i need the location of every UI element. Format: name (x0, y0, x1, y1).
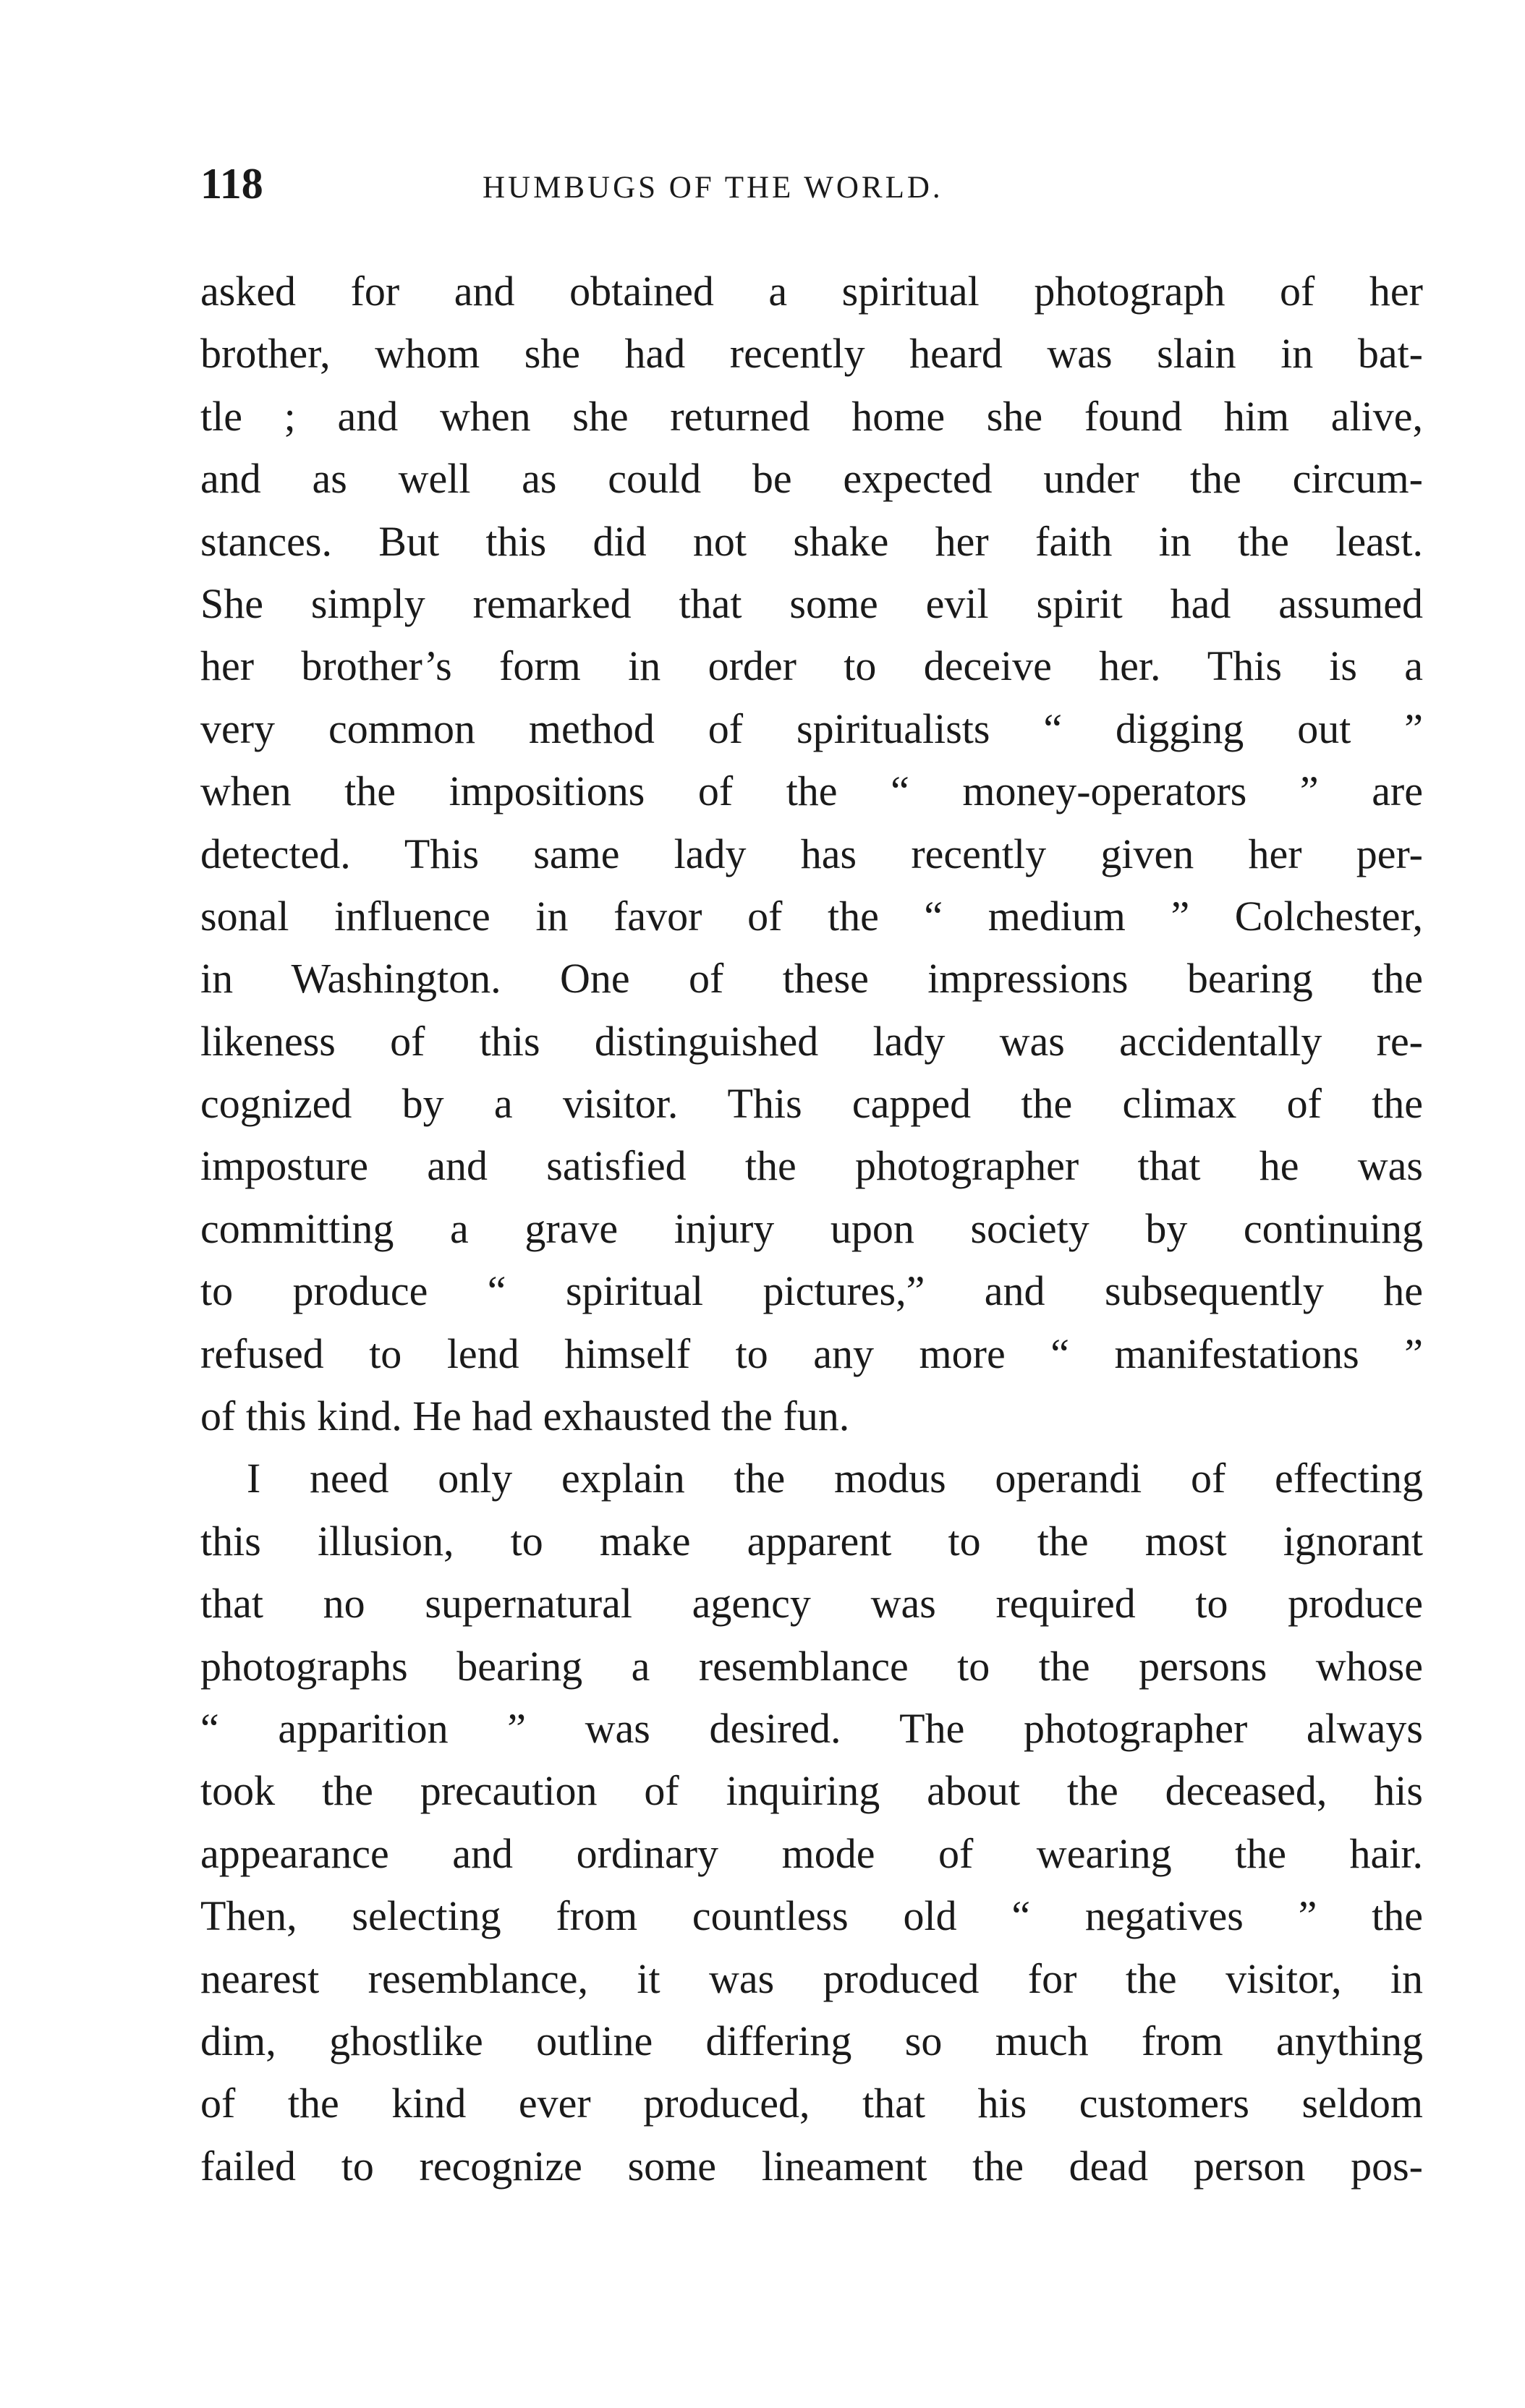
text-line: likeness of this distinguished lady was accidentally re- (200, 1017, 1423, 1065)
text-line: photographs bearing a resemblance to the persons whose (200, 1642, 1423, 1690)
body-text (200, 260, 1423, 2198)
text-line: appearance and ordinary mode of wearing the hair. (200, 1829, 1423, 1877)
text-line: asked for and obtained a spiritual photograph of her (200, 268, 1423, 315)
text-line: committing a grave injury upon society by continuing (200, 1204, 1423, 1252)
text-line: this illusion, to make apparent to the most ignorant (200, 1517, 1423, 1565)
text-line: of the kind ever produced, that his customers seldom (200, 2080, 1423, 2127)
text-line: failed to recognize some lineament the dead person pos- (200, 2142, 1423, 2190)
text-line: brother, whom she had recently heard was slain in bat- (200, 330, 1423, 378)
paragraph-end-line: of this kind. He had exhausted the fun. (200, 1392, 850, 1440)
text-line: in Washington. One of these impressions bearing the (200, 955, 1423, 1003)
text-line: nearest resemblance, it was produced for the visitor, in (200, 1954, 1423, 2002)
text-line: when the impositions of the “ money-operators ” are (200, 767, 1423, 815)
text-line: She simply remarked that some evil spirit had assumed (200, 579, 1423, 627)
text-line: took the precaution of inquiring about the deceased, his (200, 1767, 1423, 1815)
text-line: to produce “ spiritual pictures,” and subsequently he (200, 1267, 1423, 1315)
page-number: 118 (200, 160, 263, 208)
page-header (200, 155, 1423, 213)
text-line: cognized by a visitor. This capped the climax of the (200, 1080, 1423, 1128)
text-line: “ apparition ” was desired. The photographer always (200, 1704, 1423, 1752)
text-line: Then, selecting from countless old “ negatives ” the (200, 1892, 1423, 1940)
text-line: and as well as could be expected under the circum- (200, 455, 1423, 503)
text-line: tle ; and when she returned home she found him alive, (200, 392, 1423, 440)
text-line: imposture and satisfied the photographer that he was (200, 1142, 1423, 1190)
text-line: dim, ghostlike outline differing so much from anything (200, 2017, 1423, 2064)
text-line: stances. But this did not shake her faith in the least. (200, 517, 1423, 565)
paragraph-start-line: I need only explain the modus operandi of effecting (247, 1455, 1423, 1502)
text-line: that no supernatural agency was required to produce (200, 1580, 1423, 1628)
text-line: detected. This same lady has recently given her per- (200, 830, 1423, 877)
running-title: HUMBUGS OF THE WORLD. (483, 171, 943, 205)
text-line: sonal influence in favor of the “ medium ” Colchester, (200, 892, 1423, 940)
text-line: very common method of spiritualists “ digging out ” (200, 705, 1423, 752)
text-line: her brother’s form in order to deceive her. This is a (200, 642, 1423, 690)
text-line: refused to lend himself to any more “ manifestations ” (200, 1329, 1423, 1377)
